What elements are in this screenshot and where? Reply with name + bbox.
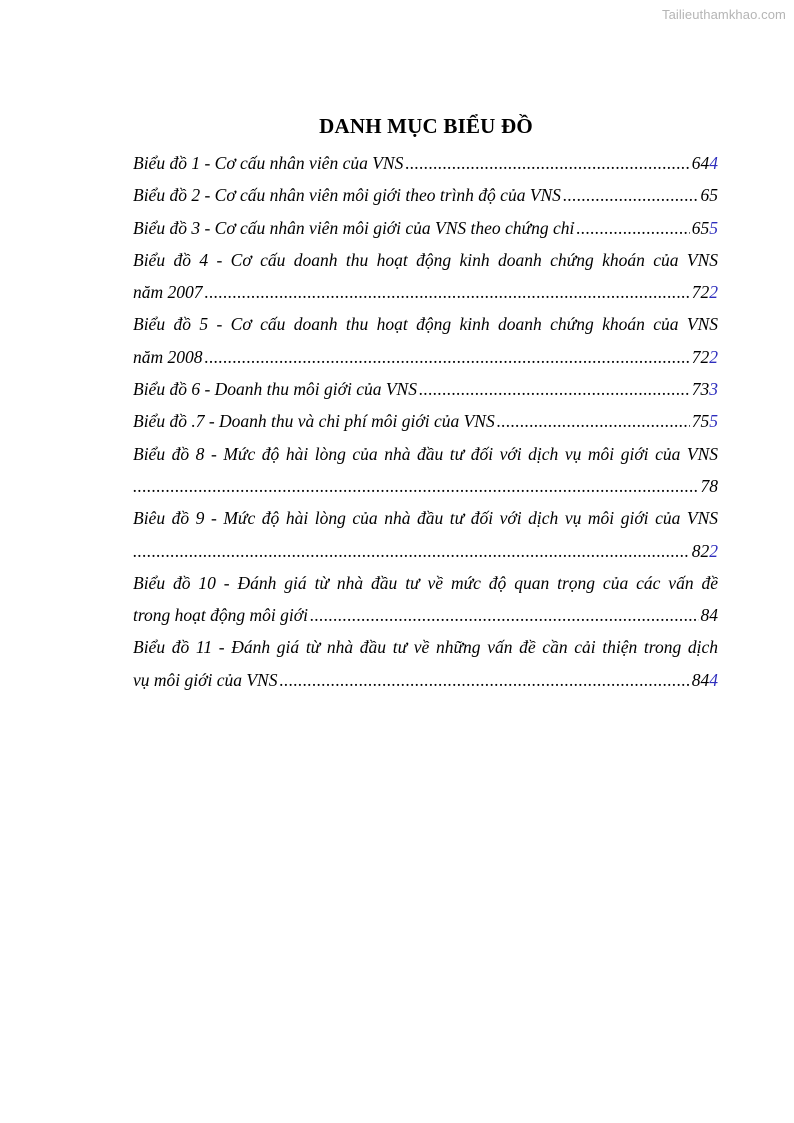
page-number: 722: [691, 282, 718, 303]
page-number: 655: [691, 217, 718, 238]
entry-title: Biểu đồ 6 - Doanh thu môi giới của VNS: [133, 379, 417, 400]
page-number-extra: 5: [709, 411, 718, 432]
page-number-extra: 4: [709, 669, 718, 690]
page-number-extra: 2: [709, 346, 718, 367]
page-number-extra: 4: [709, 153, 718, 173]
entry-title-cont: năm 2008: [133, 346, 203, 367]
chart-list: [133, 147, 718, 696]
toc-entry[interactable]: [133, 308, 718, 373]
dot-leader: [576, 212, 689, 244]
toc-entry[interactable]: [133, 212, 718, 244]
entry-title: Biểu đồ 11 - Đánh giá từ nhà đầu tư về những vấn đề cần cải thiện trong dịch: [133, 637, 718, 658]
page-number: 822: [691, 540, 718, 561]
page-number-extra: 3: [709, 379, 718, 400]
entry-title-cont: vụ môi giới của VNS: [133, 669, 278, 690]
page-number: 65: [700, 185, 718, 206]
page-number-extra: 2: [709, 282, 718, 303]
toc-entry[interactable]: [133, 438, 718, 503]
entry-title: Biểu đồ 1 - Cơ cấu nhân viên của VNS: [133, 153, 404, 173]
toc-entry[interactable]: [133, 179, 718, 211]
entry-title: Biểu đồ 5 - Cơ cấu doanh thu hoạt động kinh doanh chứng khoán của VNS: [133, 314, 718, 335]
dot-leader: [133, 470, 699, 502]
page-number: 755: [691, 411, 718, 432]
page-number: 733: [691, 379, 718, 400]
entry-title: Biểu đồ 2 - Cơ cấu nhân viên môi giới theo trình độ của VNS: [133, 185, 561, 206]
page-number-extra: 5: [709, 217, 718, 238]
watermark: Tailieuthamkhao.com: [661, 7, 786, 22]
page-number: 722: [691, 346, 718, 367]
toc-entry[interactable]: [133, 405, 718, 437]
dot-leader: [419, 373, 690, 405]
page-title: DANH MỤC BIỂU ĐỒ: [319, 114, 533, 138]
dot-leader: [497, 405, 690, 437]
entry-title-cont: năm 2007: [133, 282, 203, 303]
dot-leader: [405, 147, 689, 179]
dot-leader: [310, 599, 699, 631]
entry-title: Biểu đồ 3 - Cơ cấu nhân viên môi giới của VNS theo chứng chỉ: [133, 217, 575, 238]
entry-title: Biểu đồ 10 - Đánh giá từ nhà đầu tư về mức độ quan trọng của các vấn đề: [133, 572, 718, 593]
page-number: 844: [691, 669, 718, 690]
toc-entry[interactable]: [133, 373, 718, 405]
dot-leader: [279, 664, 689, 696]
toc-entry[interactable]: [133, 502, 718, 567]
toc-entry[interactable]: [133, 147, 718, 179]
dot-leader: [563, 179, 699, 211]
page-number: 78: [700, 475, 718, 496]
toc-entry[interactable]: [133, 567, 718, 632]
toc-entry[interactable]: [133, 244, 718, 309]
dot-leader: [205, 276, 690, 308]
toc-entry[interactable]: [133, 631, 718, 696]
page-number-extra: 2: [709, 540, 718, 561]
entry-title: Biểu đồ 8 - Mức độ hài lòng của nhà đầu tư đối với dịch vụ môi giới của VNS: [133, 443, 718, 464]
dot-leader: [133, 535, 690, 567]
entry-title: Biêu đồ 9 - Mức độ hài lòng của nhà đầu tư đối với dịch vụ môi giới của VNS: [133, 508, 718, 529]
entry-title: Biểu đồ .7 - Doanh thu và chi phí môi giới của VNS: [133, 411, 495, 432]
page-number: 644: [691, 153, 718, 173]
entry-title-cont: trong hoạt động môi giới: [133, 605, 308, 626]
entry-title: Biểu đồ 4 - Cơ cấu doanh thu hoạt động kinh doanh chứng khoán của VNS: [133, 249, 718, 270]
page-number: 84: [700, 605, 718, 626]
dot-leader: [205, 341, 690, 373]
